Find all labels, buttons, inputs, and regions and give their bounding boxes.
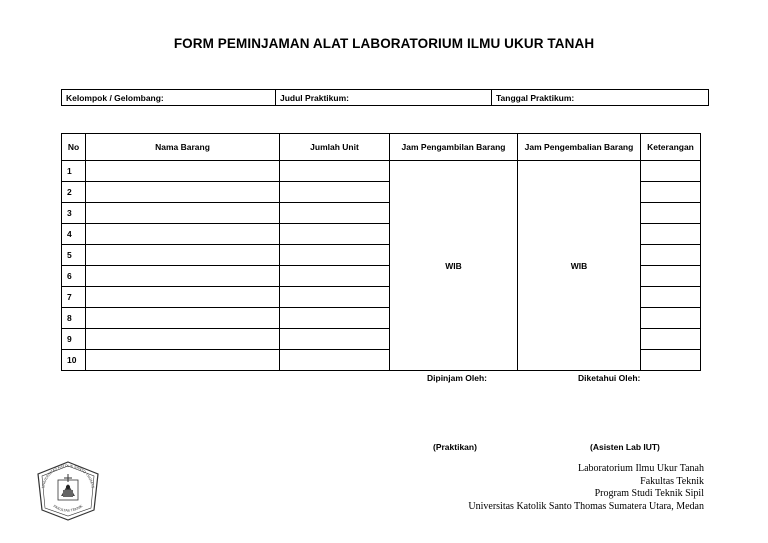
table-row	[62, 161, 701, 182]
diketahui-oleh-label: Diketahui Oleh:	[578, 373, 641, 383]
row-number: 2	[62, 182, 86, 203]
nama-barang-cell[interactable]	[86, 224, 280, 245]
jumlah-unit-cell[interactable]	[280, 161, 390, 182]
keterangan-cell[interactable]	[641, 224, 701, 245]
jumlah-unit-cell[interactable]	[280, 350, 390, 371]
nama-barang-cell[interactable]	[86, 350, 280, 371]
header-jam-pengembalian: Jam Pengembalian Barang	[518, 134, 641, 161]
footer-address	[468, 463, 704, 513]
jumlah-unit-cell[interactable]	[280, 245, 390, 266]
nama-barang-cell[interactable]	[86, 245, 280, 266]
asisten-lab-label: (Asisten Lab IUT)	[590, 442, 660, 452]
keterangan-cell[interactable]	[641, 182, 701, 203]
row-number: 8	[62, 308, 86, 329]
header-no: No	[62, 134, 86, 161]
keterangan-cell[interactable]	[641, 245, 701, 266]
kelompok-field[interactable]: Kelompok / Gelombang:	[62, 90, 276, 106]
keterangan-cell[interactable]	[641, 203, 701, 224]
jam-pengembalian-cell[interactable]: WIB	[518, 161, 641, 371]
university-seal-logo	[34, 460, 102, 522]
jumlah-unit-cell[interactable]	[280, 308, 390, 329]
header-jam-pengambilan: Jam Pengambilan Barang	[390, 134, 518, 161]
judul-praktikum-field[interactable]: Judul Praktikum:	[276, 90, 492, 106]
jumlah-unit-cell[interactable]	[280, 182, 390, 203]
keterangan-cell[interactable]	[641, 308, 701, 329]
svg-text:FAKULTAS TEKNIK: FAKULTAS TEKNIK	[52, 504, 84, 513]
jumlah-unit-cell[interactable]	[280, 203, 390, 224]
header-keterangan: Keterangan	[641, 134, 701, 161]
table-header-row	[62, 134, 701, 161]
row-number: 7	[62, 287, 86, 308]
row-number: 10	[62, 350, 86, 371]
nama-barang-cell[interactable]	[86, 161, 280, 182]
keterangan-cell[interactable]	[641, 161, 701, 182]
jumlah-unit-cell[interactable]	[280, 224, 390, 245]
nama-barang-cell[interactable]	[86, 308, 280, 329]
keterangan-cell[interactable]	[641, 287, 701, 308]
jam-pengambilan-cell[interactable]: WIB	[390, 161, 518, 371]
keterangan-cell[interactable]	[641, 350, 701, 371]
nama-barang-cell[interactable]	[86, 287, 280, 308]
header-jumlah-unit: Jumlah Unit	[280, 134, 390, 161]
info-table	[61, 89, 709, 106]
jumlah-unit-cell[interactable]	[280, 329, 390, 350]
header-nama-barang: Nama Barang	[86, 134, 280, 161]
footer-lab-name: Laboratorium Ilmu Ukur Tanah	[577, 463, 704, 474]
jumlah-unit-cell[interactable]	[280, 266, 390, 287]
keterangan-cell[interactable]	[641, 266, 701, 287]
praktikan-label: (Praktikan)	[433, 442, 477, 452]
footer-faculty: Fakultas Teknik	[640, 475, 704, 487]
dipinjam-oleh-label: Dipinjam Oleh:	[427, 373, 487, 383]
nama-barang-cell[interactable]	[86, 182, 280, 203]
form-title: FORM PEMINJAMAN ALAT LABORATORIUM ILMU UKUR TANAH	[173, 36, 595, 51]
borrowing-table	[61, 133, 701, 371]
row-number: 3	[62, 203, 86, 224]
nama-barang-cell[interactable]	[86, 329, 280, 350]
svg-text:UNIVERSITAS KATOLIK SANTO THOM: UNIVERSITAS KATOLIK SANTO THOMAS	[41, 463, 95, 489]
keterangan-cell[interactable]	[641, 329, 701, 350]
row-number: 4	[62, 224, 86, 245]
row-number: 6	[62, 266, 86, 287]
footer-university: Universitas Katolik Santo Thomas Sumatera Utara, Medan	[468, 500, 704, 512]
tanggal-praktikum-field[interactable]: Tanggal Praktikum:	[492, 90, 709, 106]
nama-barang-cell[interactable]	[86, 203, 280, 224]
nama-barang-cell[interactable]	[86, 266, 280, 287]
row-number: 5	[62, 245, 86, 266]
jumlah-unit-cell[interactable]	[280, 287, 390, 308]
row-number: 1	[62, 161, 86, 182]
footer-program: Program Studi Teknik Sipil	[594, 488, 704, 499]
row-number: 9	[62, 329, 86, 350]
